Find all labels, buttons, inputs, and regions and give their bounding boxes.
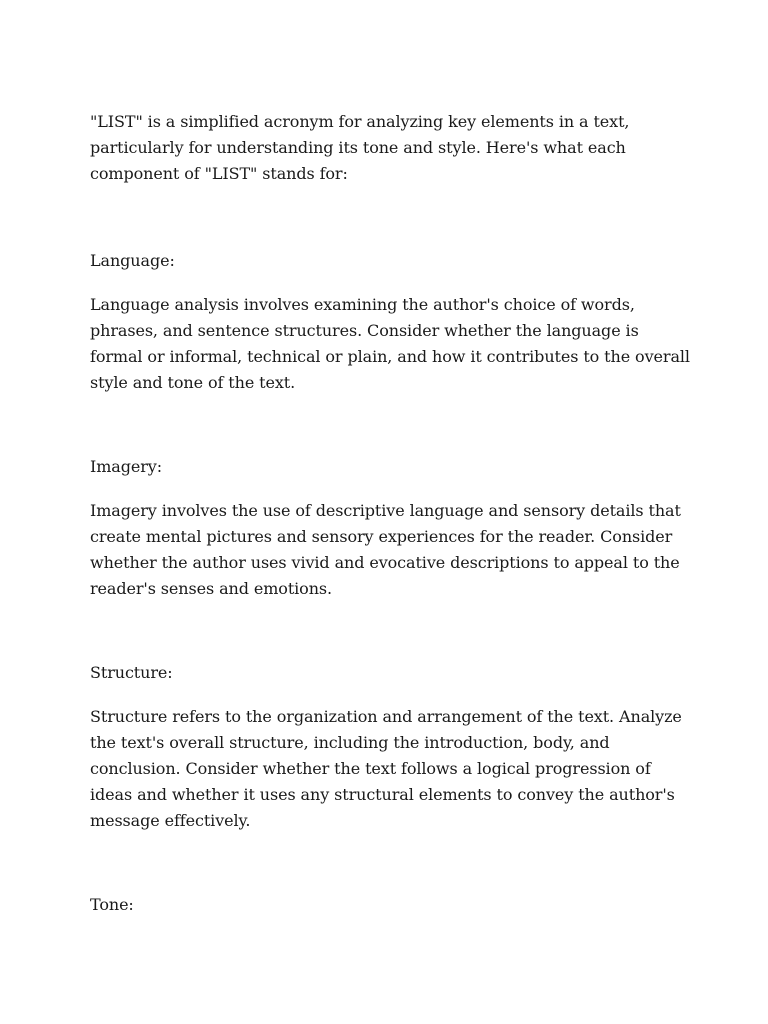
intro-paragraph: "LIST" is a simplified acronym for analyzing key elements in a text, particularly for understanding its tone and style. Here's what each component of "LIST" stands for: (90, 112, 630, 183)
section-heading-imagery: Imagery: (90, 457, 163, 476)
section-body-imagery: Imagery involves the use of descriptive language and sensory details that create mental pictures and sensory experiences for the reader. Consider whether the author uses vivid and evocative descriptions to appeal to the reader's senses and emotions. (90, 501, 681, 598)
document-content (90, 109, 690, 936)
section-heading-tone: Tone: (90, 895, 134, 914)
section-heading-language: Language: (90, 251, 175, 270)
section-body-structure: Structure refers to the organization and arrangement of the text. Analyze the text's overall structure, including the introduction, body, and conclusion. Consider whether the text follows a logical progression of ideas and whether it uses any structural elements to convey the author's message effectively. (90, 707, 682, 830)
section-heading-structure: Structure: (90, 663, 173, 682)
section-body-language: Language analysis involves examining the author's choice of words, phrases, and sentence structures. Consider whether the language is formal or informal, technical or plain, and how it contributes to the overall style and tone of the text. (90, 295, 690, 392)
